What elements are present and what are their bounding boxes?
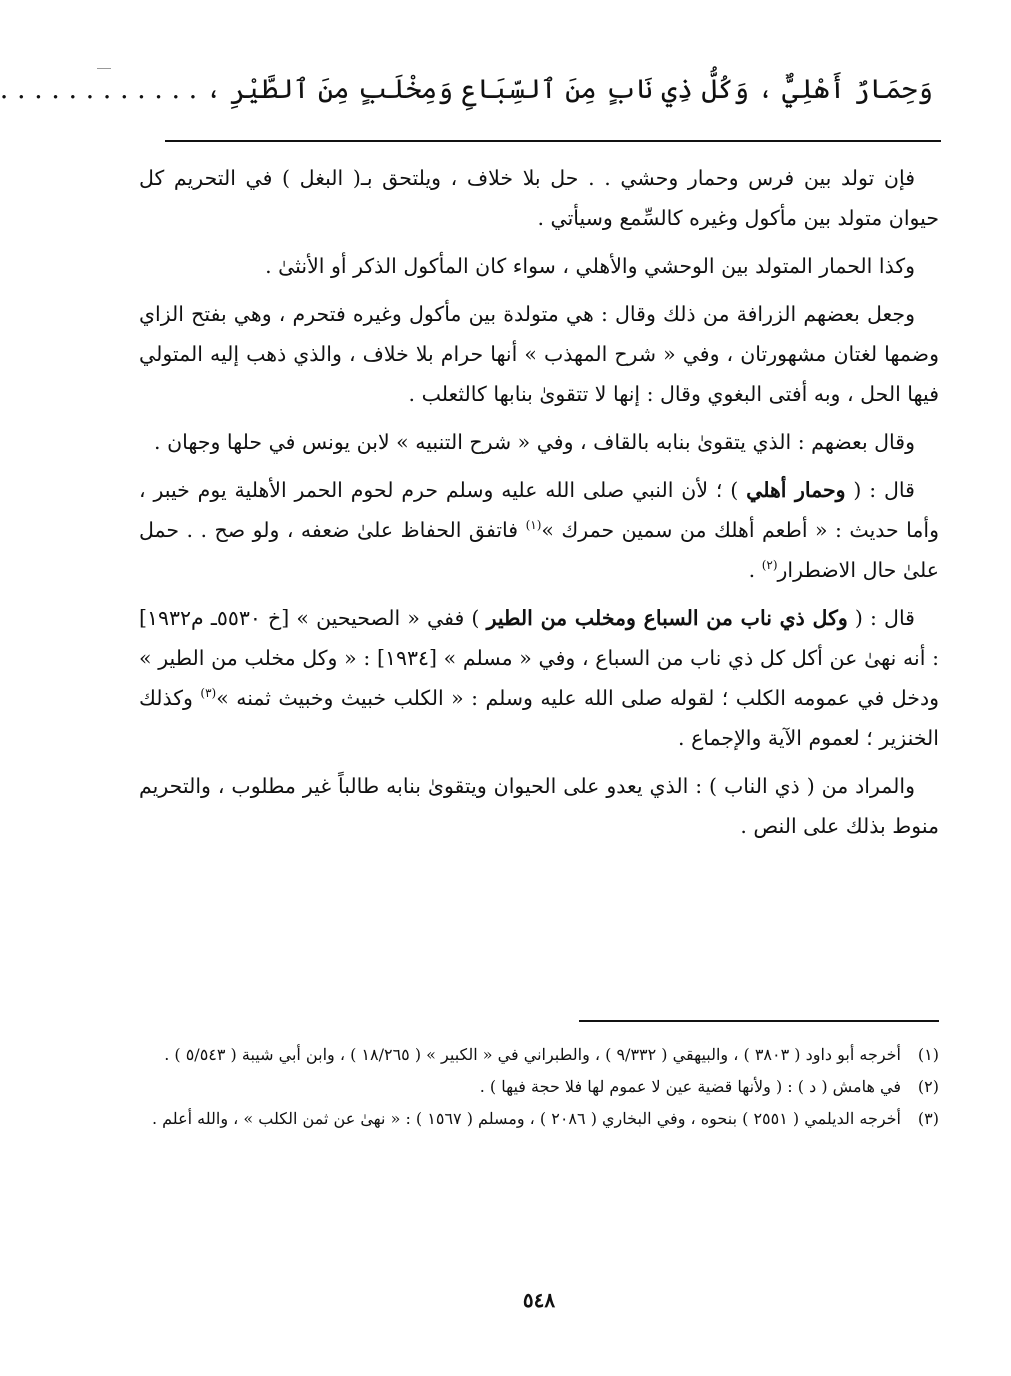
footnote-1 <box>139 1040 939 1069</box>
main-text <box>139 158 939 854</box>
footnote-text: أخرجه أبو داود ( ٣٨٠٣ ) ، والبيهقي ( ٩/٣٣٢ ) ، والطبراني في « الكبير » ( ١٨/٢٦٥ ) ، وابن أبي شيبة ( ٥/٥٤٣ ) . <box>164 1045 901 1064</box>
footnote-ref-3[interactable]: (٣) <box>200 686 217 701</box>
footnote-3 <box>139 1104 939 1133</box>
footnote-divider <box>579 1020 939 1022</box>
paragraph-7: والمراد من ( ذي الناب ) : الذي يعدو على الحيوان ويتقوىٰ بنابه طالباً غير مطلوب ، والتحريم منوط بذلك على النص . <box>139 774 939 838</box>
footnote-number: (٢) <box>917 1077 939 1096</box>
page-number: ٥٤٨ <box>522 1288 556 1312</box>
paragraph-6 <box>139 598 939 758</box>
paragraph-6-lead: قال : ( <box>854 606 915 630</box>
paragraph-5-text-a: ) ؛ لأن النبي صلى الله عليه وسلم حرم لحوم الحمر الأهلية يوم خيبر ، وأما حديث : « أطعم أهلك من سمين حمرك » <box>139 478 939 542</box>
paragraph-6-text-b: وكذلك الخنزير ؛ لعموم الآية والإجماع . <box>139 686 939 750</box>
footnote-number: (١) <box>917 1045 939 1064</box>
matn-quote-2: وكل ذي ناب من السباع ومخلب من الطير <box>486 606 848 630</box>
footnote-text: في هامش ( د ) : ( ولأنها قضية عين لا عموم لها فلا حجة فيها ) . <box>479 1077 901 1096</box>
paragraph-5-end: . <box>748 558 762 582</box>
footnote-number: (٣) <box>917 1109 939 1128</box>
paragraph-3: وجعل بعضهم الزرافة من ذلك وقال : هي متولدة بين مأكول وغيره فتحرم ، وهي بفتح الزاي وضمها لغتان مشهورتان ، وفي « شرح المهذب » أنها حرام بلا خلاف ، والذي ذهب إليه المتولي فيها الحل ، وبه أفتى البغوي وقال : إنها لا تتقوىٰ بنابها كالثعلب . <box>139 302 939 406</box>
matn-quote-1: وحمار أهلي <box>746 478 846 502</box>
paragraph-1: فإن تولد بين فرس وحمار وحشي . . حل بلا خلاف ، ويلتحق بـ( البغل ) في التحريم كل حيوان متولد بين مأكول وغيره كالسِّمع وسيأتي . <box>139 166 939 230</box>
paragraph-4: وقال بعضهم : الذي يتقوىٰ بنابه بالقاف ، وفي « شرح التنبيه » لابن يونس في حلها وجهان . <box>154 430 915 454</box>
footnote-ref-2[interactable]: (٢) <box>761 558 778 573</box>
paragraph-6-text-a: ) ففي « الصحيحين » [خ ٥٥٣٠ـ م١٩٣٢] : أنه نهىٰ عن أكل كل ذي ناب من السباع ، وفي « مسلم » [١٩٣٤] : « وكل مخلب من الطير » ودخل في عمومه الكلب ؛ لقوله صلى الله عليه وسلم : « الكلب خبيث وخبيث ثمنه » <box>139 606 939 710</box>
running-head: وَحِمَارٌ أَهْلِيٌّ ، وَكُلُّ ذِي نَابٍ مِنَ ٱلسِّبَاعِ وَمِخْلَبٍ مِنَ ٱلطَّيْرِ ، . . . . . . . . . . . . <box>0 74 933 105</box>
paragraph-5-text-b: فاتفق الحفاظ علىٰ ضعفه ، ولو صح . . حمل علىٰ حال الاضطرار <box>139 518 939 582</box>
paragraph-2: وكذا الحمار المتولد بين الوحشي والأهلي ، سواء كان المأكول الذكر أو الأنثىٰ . <box>265 254 915 278</box>
footnote-ref-1[interactable]: (١) <box>525 518 542 533</box>
footnote-2 <box>139 1072 939 1101</box>
paragraph-5 <box>139 470 939 590</box>
header-divider <box>165 140 941 142</box>
footnotes <box>139 1040 939 1136</box>
paragraph-5-lead: قال : ( <box>853 478 915 502</box>
footnote-text: أخرجه الديلمي ( ٢٥٥١ ) بنحوه ، وفي البخاري ( ٢٠٨٦ ) ، ومسلم ( ١٥٦٧ ) : « نهىٰ عن ثمن الكلب » ، والله أعلم . <box>151 1109 901 1128</box>
